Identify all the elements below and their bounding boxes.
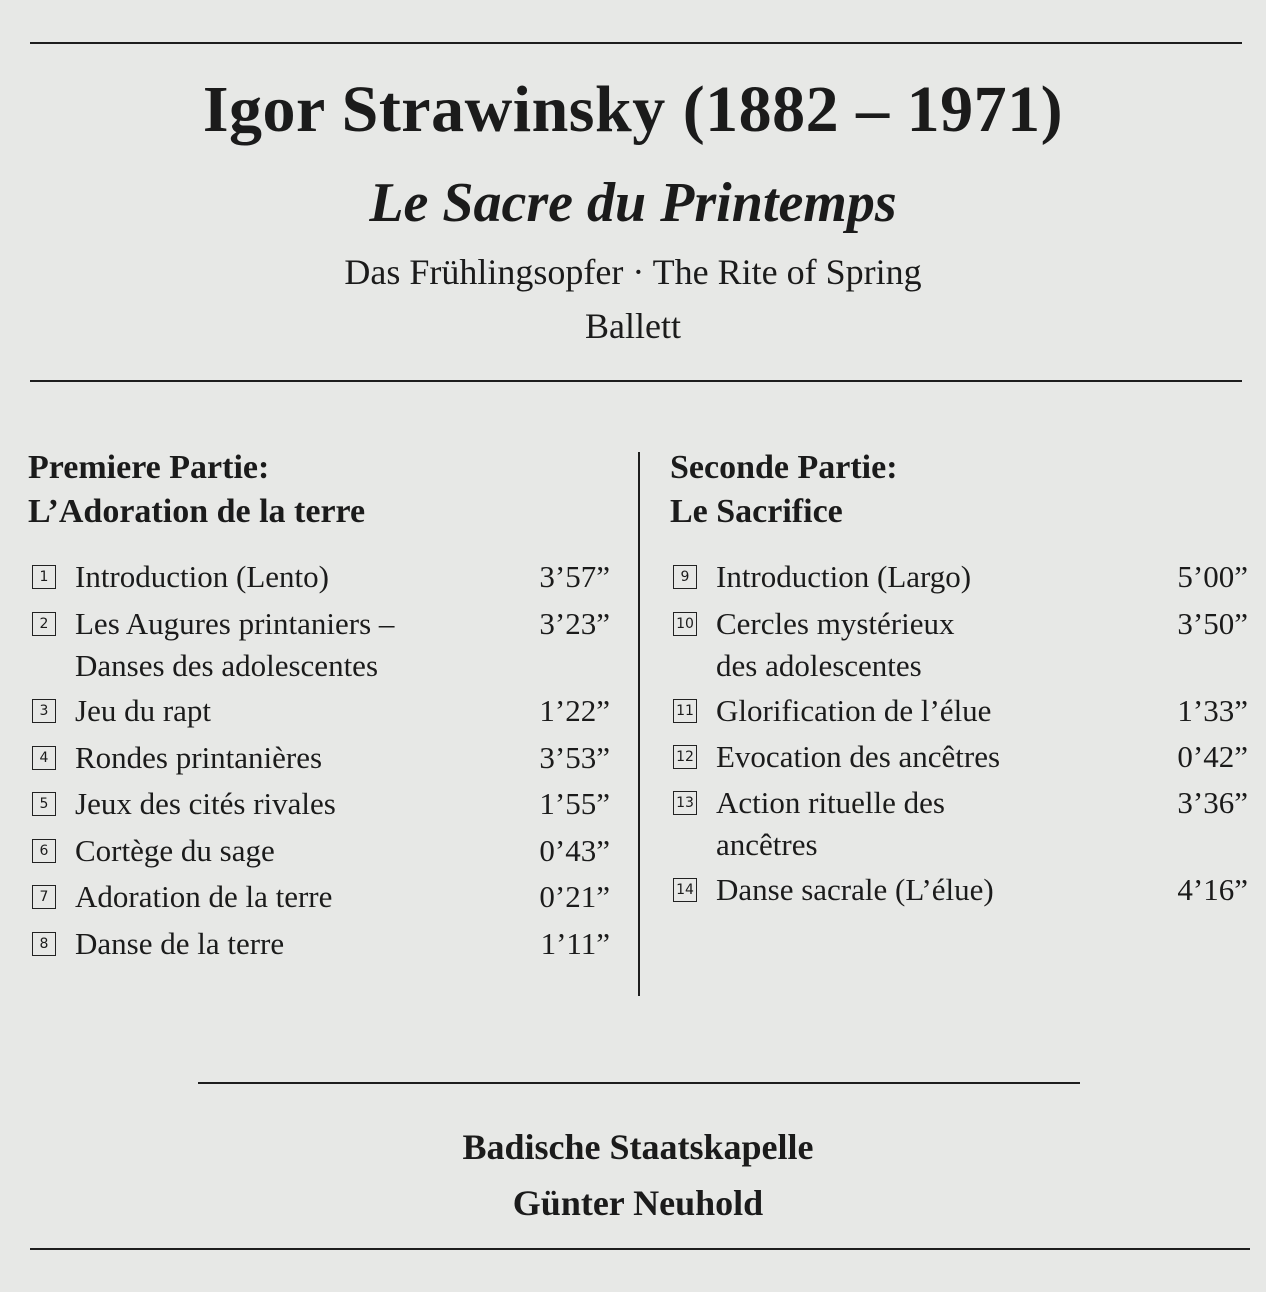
- track-duration: 0’43”: [539, 833, 610, 868]
- track-duration: 0’42”: [1177, 739, 1248, 774]
- track-duration: 1’11”: [540, 926, 610, 961]
- track-number-badge: 1: [32, 565, 56, 589]
- part1-heading: [28, 446, 365, 534]
- track-title: Introduction (Largo): [716, 559, 972, 594]
- track-number-badge: 13: [673, 791, 697, 815]
- work-title: Le Sacre du Printemps: [369, 172, 897, 234]
- track-number-badge: 9: [673, 565, 697, 589]
- track-number-badge: 4: [32, 746, 56, 770]
- work-genre: Ballett: [585, 306, 681, 346]
- track-duration: 5’00”: [1177, 559, 1248, 594]
- track-duration: 0’21”: [539, 879, 610, 914]
- track-title: Introduction (Lento): [75, 559, 329, 594]
- part1-heading-line1: Premiere Partie:: [28, 449, 270, 486]
- part2-heading-line1: Seconde Partie:: [670, 449, 898, 486]
- track-duration: 1’33”: [1177, 693, 1248, 728]
- track-title: Danse sacrale (L’élue): [716, 872, 994, 907]
- track-title: Cercles mystérieux des adolescentes: [716, 606, 955, 683]
- track-number-badge: 2: [32, 612, 56, 636]
- part2-heading: [670, 446, 898, 534]
- track-duration: 3’53”: [539, 740, 610, 775]
- track-number-badge: 8: [32, 932, 56, 956]
- track-title: Rondes printanières: [75, 740, 323, 775]
- part2-heading-line2: Le Sacrifice: [670, 493, 843, 530]
- track-title: Jeu du rapt: [75, 693, 212, 728]
- work-subtitle: Das Frühlingsopfer · The Rite of Spring: [344, 252, 922, 292]
- track-number-badge: 14: [673, 878, 697, 902]
- track-duration: 4’16”: [1177, 872, 1248, 907]
- track-title: Adoration de la terre: [75, 879, 333, 914]
- column-divider: [638, 452, 640, 996]
- header-rule: [30, 380, 1242, 382]
- track-title: Jeux des cités rivales: [75, 786, 336, 821]
- part1-heading-line2: L’Adoration de la terre: [28, 493, 366, 530]
- track-number-badge: 3: [32, 699, 56, 723]
- top-rule: [30, 42, 1242, 44]
- track-title: Les Augures printaniers – Danses des adolescentes: [75, 606, 395, 683]
- track-title: Cortège du sage: [75, 833, 275, 868]
- track-duration: 1’22”: [539, 693, 610, 728]
- track-duration: 3’23”: [539, 606, 610, 641]
- track-title: Danse de la terre: [75, 926, 285, 961]
- track-duration: 3’50”: [1177, 606, 1248, 641]
- track-number-badge: 10: [673, 612, 697, 636]
- track-title: Glorification de l’élue: [716, 693, 992, 728]
- track-number-badge: 11: [673, 699, 697, 723]
- track-duration: 3’57”: [539, 559, 610, 594]
- track-number-badge: 5: [32, 792, 56, 816]
- track-number-badge: 6: [32, 839, 56, 863]
- conductor-name: Günter Neuhold: [512, 1183, 764, 1223]
- composer-title: Igor Strawinsky (1882 – 1971): [202, 73, 1064, 146]
- track-duration: 3’36”: [1177, 785, 1248, 820]
- footer-rule: [198, 1082, 1080, 1084]
- orchestra-name: Badische Staatskapelle: [462, 1127, 814, 1167]
- track-number-badge: 7: [32, 885, 56, 909]
- track-title: Action rituelle des ancêtres: [716, 785, 945, 862]
- track-duration: 1’55”: [539, 786, 610, 821]
- track-title: Evocation des ancêtres: [716, 739, 1001, 774]
- bottom-rule: [30, 1248, 1250, 1250]
- track-number-badge: 12: [673, 745, 697, 769]
